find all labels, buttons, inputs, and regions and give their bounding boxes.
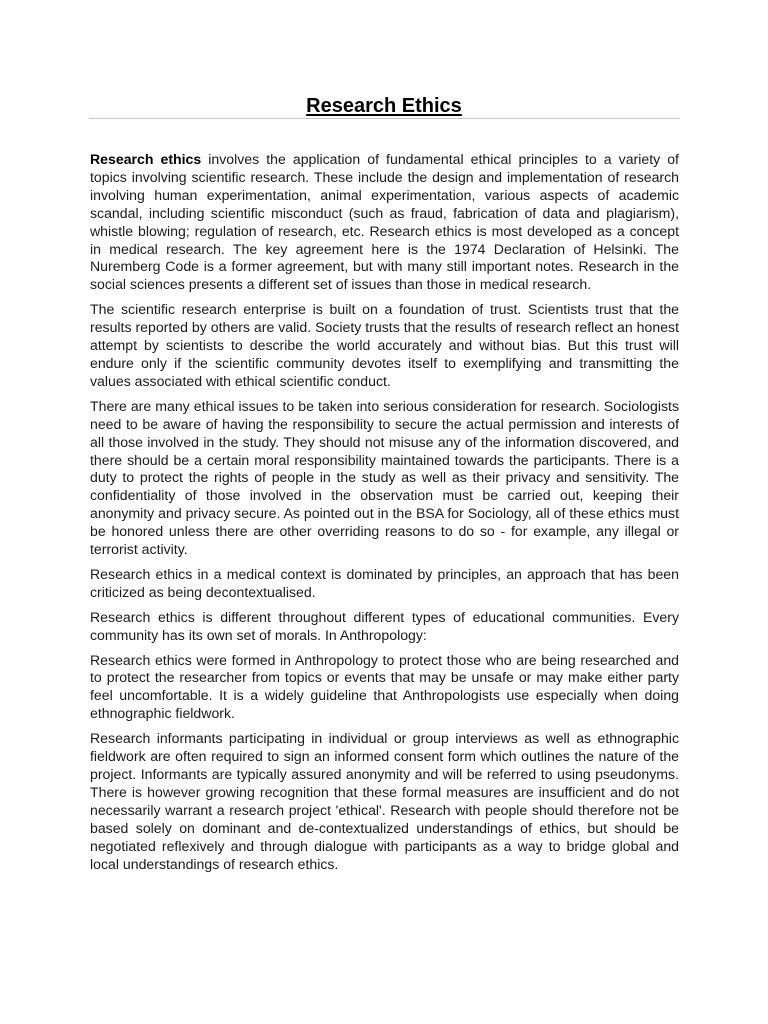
paragraph-2: The scientific research enterprise is built on a foundation of trust. Scientists trust that the results reported by others are valid. Society trusts that the results of research reflect an honest attempt by scientists to describe the world accurately and without bias. But this trust will endure only if the scientific community devotes itself to exemplifying and transmitting the values associated with ethical scientific conduct. [90, 301, 679, 389]
paragraph-1-text: involves the application of fundamental ethical principles to a variety of topics involving scientific research. These include the design and implementation of research involving human experimentation, animal experimentation, various aspects of academic scandal, including scientific misconduct (such as fraud, fabrication of data and plagiarism), whistle blowing; regulation of research, etc. Research ethics is most developed as a concept in medical research. The key agreement here is the 1974 Declaration of Helsinki. The Nuremberg Code is a former agreement, but with many still important notes. Research in the social sciences presents a different set of issues than those in medical research. [90, 151, 679, 293]
paragraph-5: Research ethics is different throughout different types of educational communities. Every community has its own set of morals. In Anthropology: [90, 608, 679, 643]
paragraph-3: There are many ethical issues to be taken into serious consideration for research. Sociologists need to be aware of having the responsibility to secure the actual permission and interests of all those involved in the study. They should not misuse any of the information discovered, and there should be a certain moral responsibility maintained towards the participants. There is a duty to protect the rights of people in the study as well as their privacy and sensitivity. The confidentiality of those involved in the observation must be carried out, keeping their anonymity and privacy secure. As pointed out in the BSA for Sociology, all of these ethics must be honored unless there are other overriding reasons to do so - for example, any illegal or terrorist activity. [90, 397, 679, 558]
paragraph-6: Research ethics were formed in Anthropology to protect those who are being researched and to protect the researcher from topics or events that may be unsafe or may make either party feel uncomfortable. It is a widely guideline that Anthropologists use especially when doing ethnographic fieldwork. [90, 651, 679, 722]
paragraph-7: Research informants participating in individual or group interviews as well as ethnographic fieldwork are often required to sign an informed consent form which outlines the nature of the project. Informants are typically assured anonymity and will be referred to using pseudonyms. There is however growing recognition that these formal measures are insufficient and do not necessarily warrant a research project 'ethical'. Research with people should therefore not be based solely on dominant and de-contextualized understandings of ethics, but should be negotiated reflexively and through dialogue with participants as a way to bridge global and local understandings of research ethics. [90, 730, 679, 872]
paragraph-4: Research ethics in a medical context is dominated by principles, an approach that has been criticized as being decontextualised. [90, 565, 679, 600]
document-body [90, 151, 679, 880]
title-divider [89, 118, 680, 119]
paragraph-1 [90, 151, 679, 294]
paragraph-1-lead: Research ethics [90, 151, 202, 167]
document-title: Research Ethics [306, 95, 462, 117]
